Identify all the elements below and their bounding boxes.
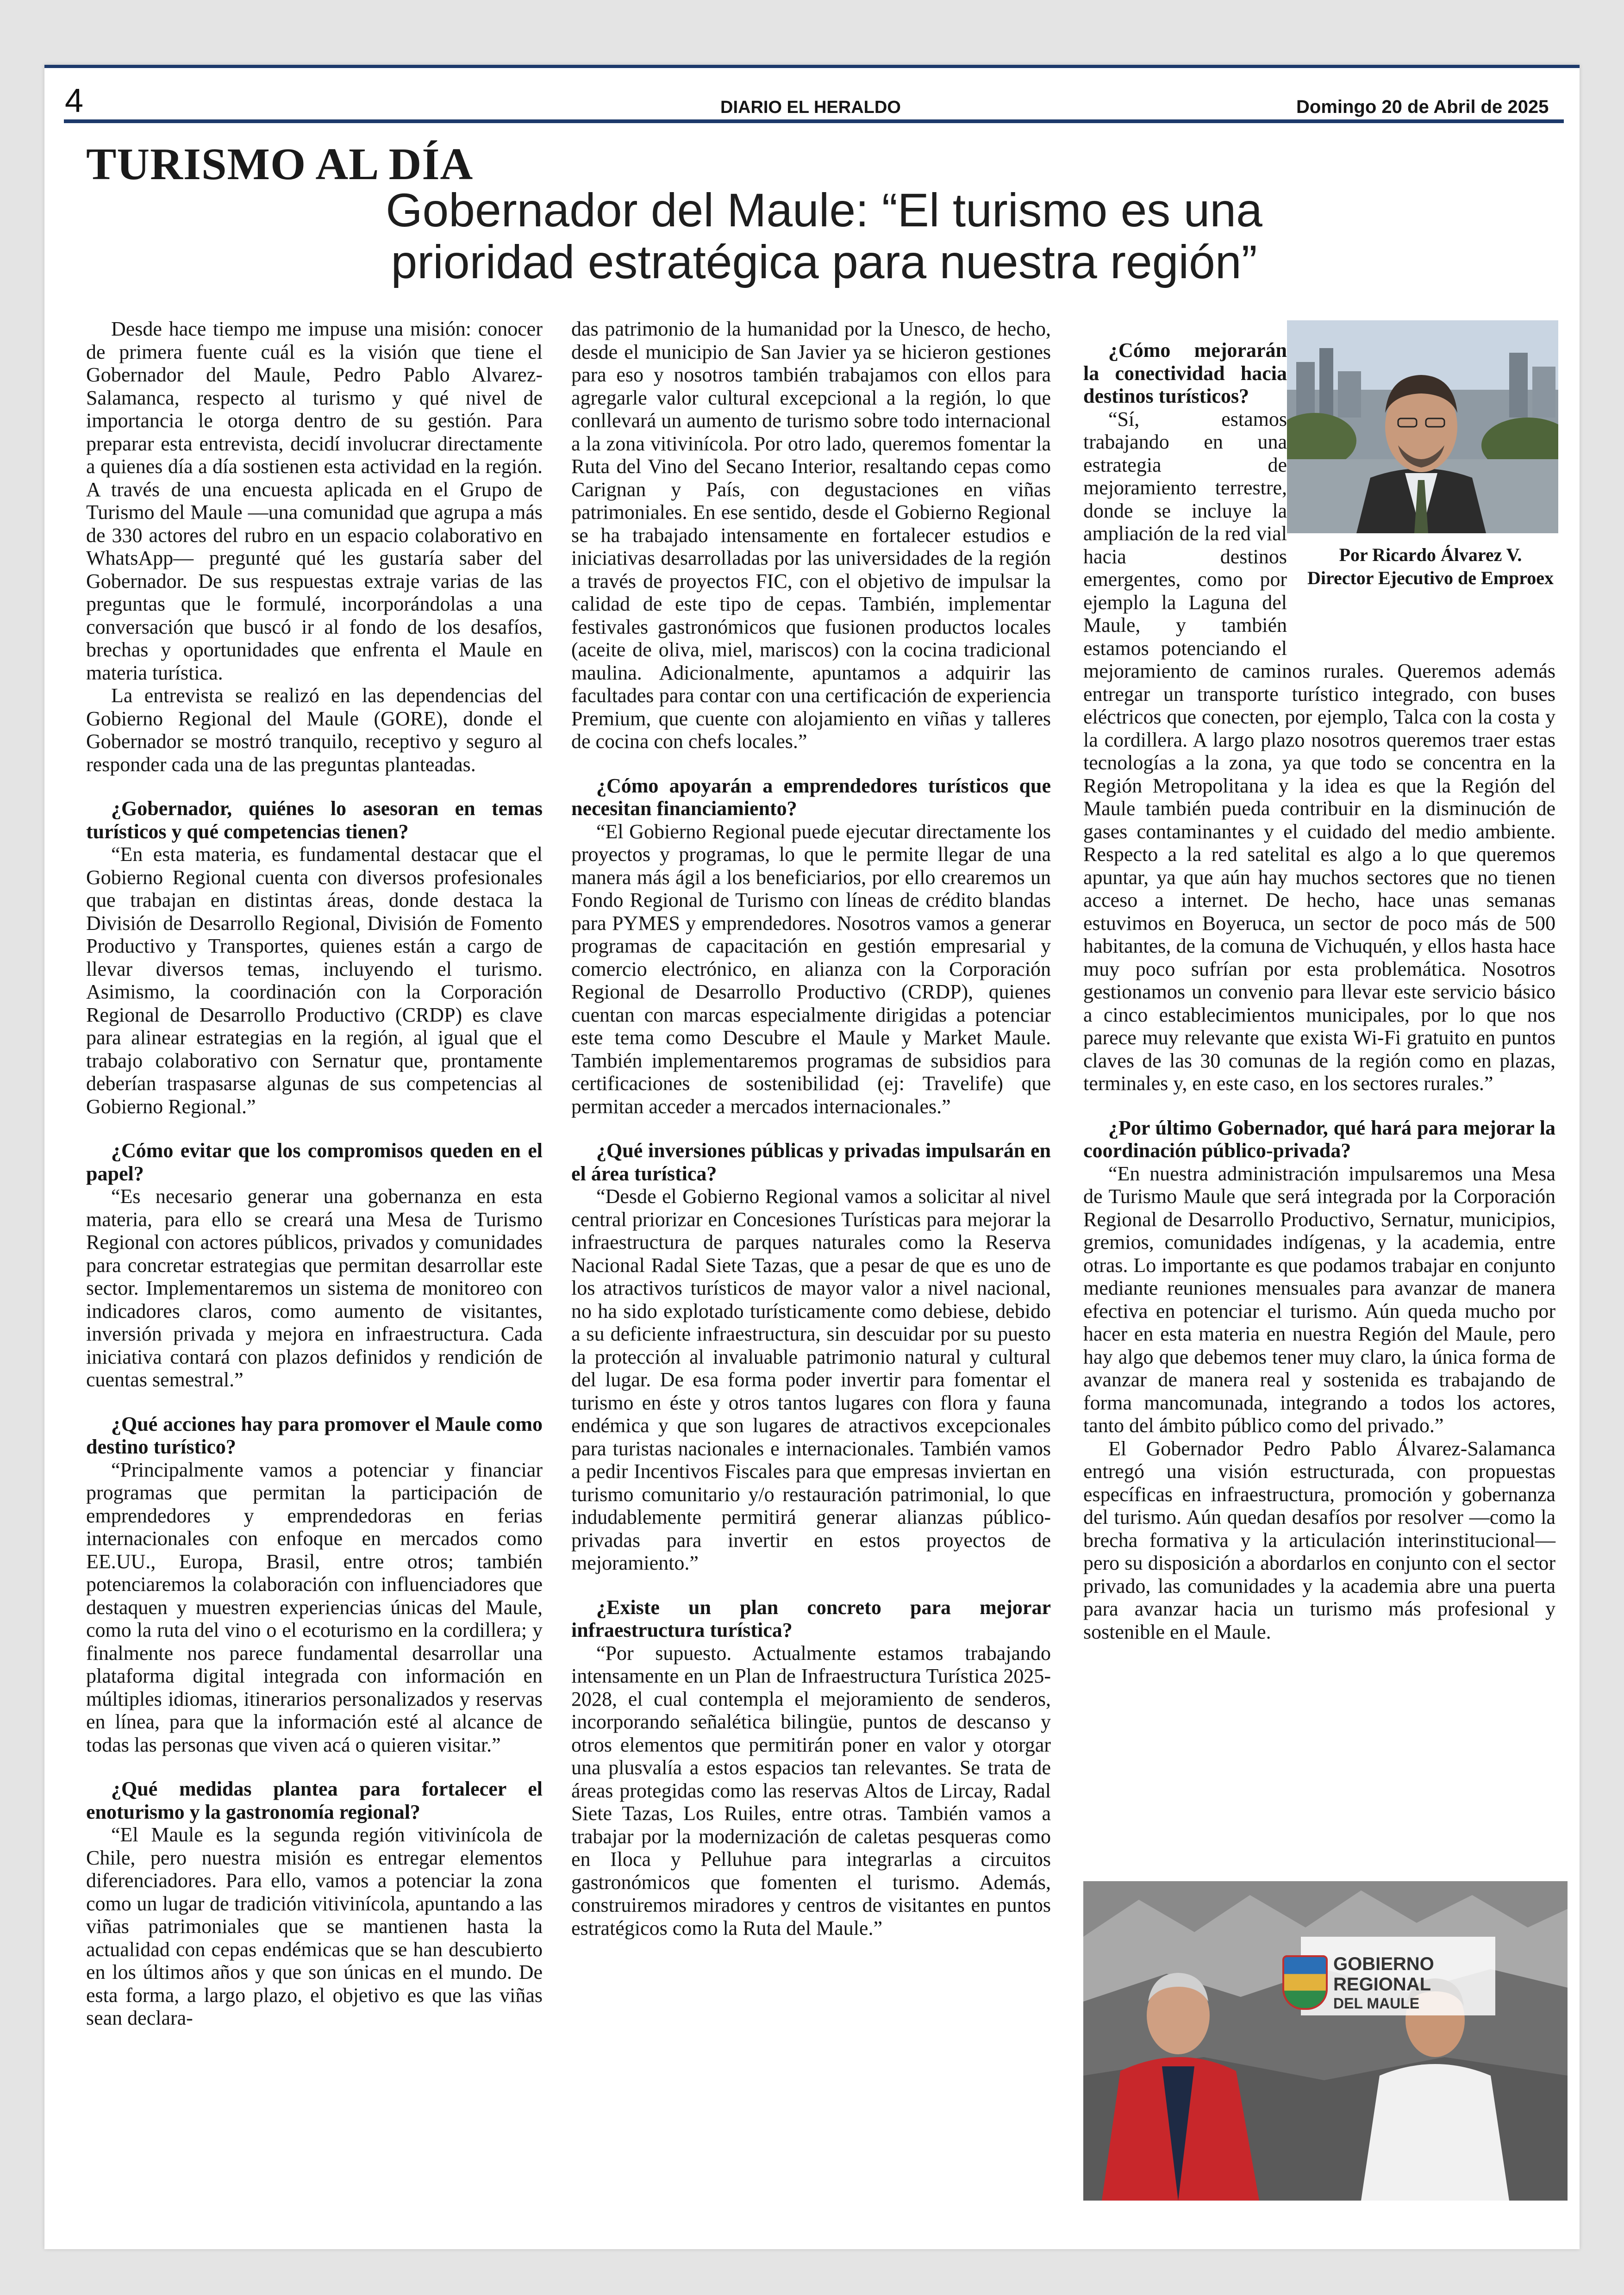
newspaper-name: DIARIO EL HERALDO	[720, 98, 901, 117]
governor-meeting-photo	[1083, 1881, 1568, 2201]
sign-line-1: GOBIERNO	[1333, 1954, 1434, 1974]
interview-answer: “El Gobierno Regional puede ejecutar directamente los proyectos y programas, lo que le permite llegar de una manera más ágil a los beneficiarios, por ello crearemos un Fondo Regional de Turismo con líneas de crédito blandas para PYMES y emprendedores. Nosotros vamos a generar programas de capacitación en gestión empresarial y comercio electrónico, en alianza con la Corporación Regional de Desarrollo Productivo (CRDP), quienes cuentan con marcas especialmente dirigidas a potenciar este tema como Descubre el Maule y Market Maule. También implementaremos programas de subsidios para certificaciones de sostenibilidad (ej: Travelife) que permitan acceder a mercados internacionales.”	[571, 820, 1051, 1118]
interview-answer: “En nuestra administración impulsaremos una Mesa de Turismo Maule que será integrada por la Corporación Regional de Desarrollo Productivo, Sernatur, municipios, gremios, comunidades indígenas, y la academia, entre otras. Lo importante es que podamos trabajar en conjunto mediante reuniones mensuales para avanzar de manera efectiva en potenciar el turismo. Aún queda mucho por hacer en esta materia en nuestra Región del Maule, pero hay algo que debemos tener muy claro, la única forma de avanzar de manera real y sostenida es trabajando de forma mancomunada, integrando a todos los actores, tanto del ámbito público como del privado.”	[1083, 1162, 1555, 1437]
interview-answer: das patrimonio de la humanidad por la Unesco, de hecho, desde el municipio de San Javier ya se hicieron gestiones para eso y nosotros también trabajamos con ellos para agregarle valor cultural excepcional a la región, lo que conllevará un aumento de turismo sobre todo internacional a la zona vitivinícola. Por otro lado, queremos fomentar la Ruta del Vino del Secano Interior, resaltando cepas como Carignan y País, con degustaciones en viñas patrimoniales. En ese sentido, desde el Gobierno Regional se ha trabajado intensamente en fortalecer estudios e iniciativas desarrolladas por las universidades de la región a través de proyectos FIC, con el objetivo de impulsar la calidad de este tipo de cepas. También, implementar festivales gastronómicos que fusionen productos locales (aceite de oliva, miel, mariscos) con la cocina tradicional maulina. Adicionalmente, apuntamos a adquirir las facultades para contar con una certificación de experiencia Premium, que cuente con alojamiento en viñas y talleres de cocina con chefs locales.”	[571, 318, 1051, 753]
interview-answer: “Es necesario generar una gobernanza en esta materia, para ello se creará una Mesa de Turismo Regional con actores públicos, privados y comunidades para concretar estrategias que permitan desarrollar este sector. Implementaremos un sistema de monitoreo con indicadores claros, como aumento de visitantes, inversión privada y mejora en infraestructura. Cada iniciativa contará con plazos definidos y rendición de cuentas semestral.”	[86, 1185, 543, 1391]
interview-question: ¿Gobernador, quiénes lo asesoran en temas turísticos y qué competencias tienen?	[86, 797, 543, 843]
author-portrait-illustration	[1287, 320, 1558, 533]
interview-answer: “En esta materia, es fundamental destacar que el Gobierno Regional cuenta con diversos profesionales que trabajan en distintas áreas, donde destaca la División de Desarrollo Regional, División de Fomento Productivo y Transportes, quienes están a cargo de llevar diversos temas, incluyendo el turismo. Asimismo, la coordinación con la Corporación Regional de Desarrollo Productivo (CRDP) es clave para alinear estrategias en la región, al igual que el trabajo colaborativo con Sernatur que, prontamente deberían traspasarse algunas de sus competencias al Gobierno Regional.”	[86, 843, 543, 1118]
header-rule	[64, 119, 1564, 123]
author-byline: Por Ricardo Álvarez V.	[1339, 544, 1522, 565]
interview-answer: “Desde el Gobierno Regional vamos a solicitar al nivel central priorizar en Concesiones Turísticas para mejorar la infraestructura de parques naturales como la Reserva Nacional Radal Siete Tazas, que a pesar de que es uno de los atractivos turísticos de mayor valor a nivel nacional, no ha sido explotado turísticamente como debiese, debido a su deficiente infraestructura, sin descuidar por su puesto la protección al invaluable patrimonio natural y cultural del lugar. De esa forma poder invertir para fomentar el turismo en éste y otros tantos lugares con flora y fauna endémica y que son lugares de atractivos excepcionales para turistas nacionales e internacionales. También vamos a pedir Incentivos Fiscales para que empresas inviertan en turismo comunitario y/o restauración patrimonial, lo que indudablemente permitirá generar alianzas público-privadas para invertir en estos proyectos de mejoramiento.”	[571, 1185, 1051, 1574]
gobierno-regional-sign	[1282, 1951, 1486, 2015]
meeting-photo-illustration	[1083, 1881, 1568, 2201]
interview-question: ¿Cómo apoyarán a emprendedores turísticos que necesitan financiamiento?	[571, 774, 1051, 820]
interview-question: ¿Qué acciones hay para promover el Maule como destino turístico?	[86, 1412, 543, 1458]
author-role: Director Ejecutivo de Emproex	[1307, 568, 1554, 588]
article-headline: Gobernador del Maule: “El turismo es una prioridad estratégica para nuestra región”	[386, 184, 1262, 288]
section-title: TURISMO AL DÍA	[86, 139, 474, 189]
interview-question: ¿Por último Gobernador, qué hará para mejorar la coordinación público-privada?	[1083, 1116, 1555, 1162]
interview-question: ¿Cómo mejorarán la conectividad hacia destinos turísticos?	[1083, 339, 1287, 407]
sign-line-2: REGIONAL	[1333, 1974, 1431, 1995]
article-column-1	[86, 318, 543, 2030]
interview-question: ¿Qué medidas plantea para fortalecer el enoturismo y la gastronomía regional?	[86, 1777, 543, 1823]
interview-answer: “El Maule es la segunda región vitivinícola de Chile, pero nuestra misión es entregar elementos diferenciadores. Para ello, vamos a potenciar la zona como un lugar de tradición vitivinícola, apuntando a las viñas patrimoniales que se mantienen hasta la actualidad con cepas endémicas que se han descubierto en los últimos años y que son únicas en el mundo. De esta forma, a largo plazo, el objetivo es que las viñas sean declara-	[86, 1823, 543, 2029]
paragraph: Desde hace tiempo me impuse una misión: conocer de primera fuente cuál es la visión que tiene el Gobernador del Maule, Pedro Pablo Alvarez-Salamanca, respecto al turismo y qué nivel de importancia le otorga dentro de su gestión. Para preparar esta entrevista, decidí involucrar directamente a quienes día a día sostienen esta actividad en la región. A través de una encuesta aplicada en el Grupo de Turismo del Maule —una comunidad que agrupa a más de 330 actores del rubro en un espacio colaborativo en WhatsApp— pregunté qué les gustaría saber del Gobernador. De sus respuestas extraje varias de las preguntas que le formulé, incorporándolas a una conversación que buscó ir al fondo de los desafíos, brechas y oportunidades que enfrenta el Maule en materia turística.	[86, 318, 543, 684]
author-credit	[1305, 543, 1555, 590]
interview-answer: “Por supuesto. Actualmente estamos trabajando intensamente en un Plan de Infraestructura Turística 2025-2028, el cual contempla el mejoramiento de senderos, incorporando señalética bilingüe, puntos de descanso y otros elementos que permitirán poner en valor y otorgar una plusvalía a estos espacios tan relevantes. Se trata de áreas protegidas como las reservas Altos de Lircay, Radal Siete Tazas, Los Ruiles, entre otras. También vamos a trabajar por la modernización de caletas pesqueras como en Iloca y Pelluhue para integrarlas a circuitos gastronómicos que fomenten el turismo. Además, construiremos miradores y centros de visitantes en puntos estratégicos como la Ruta del Maule.”	[571, 1641, 1051, 1940]
regional-shield-icon	[1282, 1955, 1328, 2010]
article-column-2	[571, 318, 1051, 1940]
interview-question: ¿Cómo evitar que los compromisos queden en el papel?	[86, 1139, 543, 1185]
page-number: 4	[65, 82, 84, 119]
sign-line-3: DEL MAULE	[1333, 1995, 1420, 2012]
author-portrait-photo	[1287, 320, 1558, 533]
paragraph: La entrevista se realizó en las dependencias del Gobierno Regional del Maule (GORE), donde el Gobernador se mostró tranquilo, receptivo y seguro al responder cada una de las preguntas planteadas.	[86, 684, 543, 776]
interview-answer: “Principalmente vamos a potenciar y financiar programas que permitan la participación de emprendedores y emprendedoras en ferias internacionales con enfoque en mercados como EE.UU., Europa, Brasil, entre otros; también potenciaremos la colaboración con influenciadores que destaquen y muestren experiencias únicas del Maule, como la ruta del vino o el ecoturismo en la cordillera; y finalmente nos parece fundamental desarrollar una plataforma digital integrada con información en múltiples idiomas, itinerarios personalizados y reservas en línea, para que la información esté al alcance de todas las personas que viven acá o quieren visitar.”	[86, 1458, 543, 1756]
interview-answer: “Sí, estamos trabajando en una estrategia de mejoramiento terrestre, donde se incluye la ampliación de la red vial hacia destinos emergentes, como por ejemplo la Laguna del Maule, y también estamos potenciando el mejoramiento de caminos rurales. Queremos además entregar un transporte turístico integrado, con buses eléctricos que conecten, por ejemplo, Talca con la costa y la cordillera. A largo plazo nosotros queremos traer estas tecnologías a la zona, ya que todo se concentra en la Región Metropolitana y la idea es que la Región del Maule también pueda contribuir en la disminución de gases contaminantes y el cuidado del medio ambiente. Respecto a la red satelital es algo a lo que queremos apuntar, ya que aún hay muchos sectores que no tienen acceso a internet. De hecho, hace unas semanas estuvimos en Boyeruca, un sector de poco más de 500 habitantes, de la comuna de Vichuquén, y ellos hasta hace muy poco sufrían por esta problemática. Nosotros gestionamos un convenio para llevar este servicio básico a cinco establecimientos municipales, por lo que nos parece muy relevante que exista Wi-Fi gratuito en puntos claves de las 30 comunas de la región como en plazas, terminales y, en este caso, en los sectores rurales.”	[1083, 407, 1555, 1095]
interview-question: ¿Existe un plan concreto para mejorar infraestructura turística?	[571, 1596, 1051, 1641]
issue-date: Domingo 20 de Abril de 2025	[1296, 97, 1549, 117]
interview-question: ¿Qué inversiones públicas y privadas impulsarán en el área turística?	[571, 1139, 1051, 1185]
closing-paragraph: El Gobernador Pedro Pablo Álvarez-Salamanca entregó una visión estructurada, con propuestas específicas en infraestructura, promoción y gobernanza del turismo. Aún quedan desafíos por resolver —como la brecha formativa y la articulación interinstitucional— pero su disposición a abordarlos en conjunto con el sector privado, las comunidades y la academia abre una puerta para avanzar hacia un turismo más profesional y sostenible en el Maule.	[1083, 1437, 1555, 1643]
